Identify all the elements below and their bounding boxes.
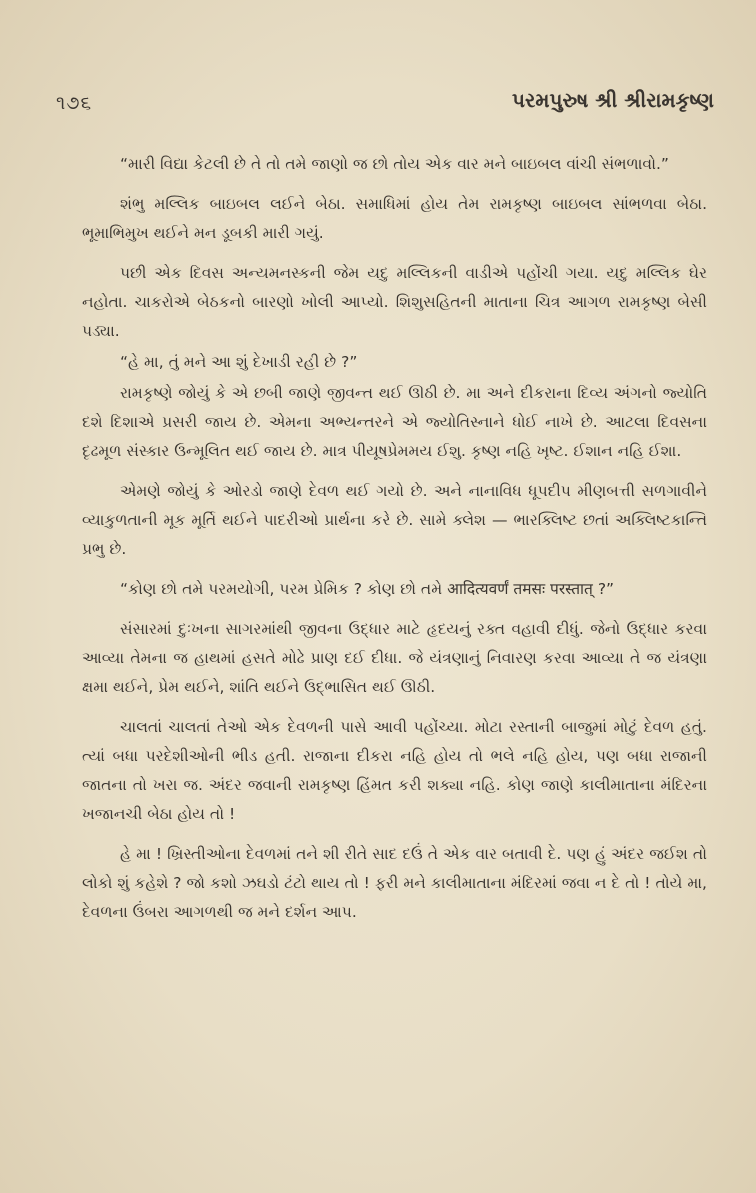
paragraph: “કોણ છો તમે પરમયોગી, પરમ પ્રેમિક ? કોણ છો તમે आदित्यवर्णं तमसः परस्तात् ?”	[120, 580, 615, 598]
paragraph: પછી એક દિવસ અન્યમનસ્કની જેમ યદુ મલ્લિકની વાડીએ પહોંચી ગયા. યદુ મલ્લિક ઘેર નહોતા. ચાકરોએ બેઠકનો બારણો ખોલી આપ્યો. શિશુસહિતની માતાના ચિત્ર આગળ રામકૃષ્ણ બેસી પડ્યા.	[82, 264, 707, 340]
paragraph: શંભુ મલ્લિક બાઇબલ લઈને બેઠા. સમાધિમાં હોય તેમ રામકૃષ્ણ બાઇબલ સાંભળવા બેઠા. ભૂમાભિમુખ થઈને મન ડૂબકી મારી ગયું.	[82, 195, 707, 242]
paragraph: “મારી વિદ્યા કેટલી છે તે તો તમે જાણો જ છો તોય એક વાર મને બાઇબલ વાંચી સંભળાવો.”	[120, 155, 669, 173]
paragraph: “હે મા, તું મને આ શું દેખાડી રહી છે ?”	[120, 353, 358, 371]
running-head: પરમપુરુષ શ્રી શ્રીરામકૃષ્ણ	[512, 88, 714, 112]
paragraph: હે મા ! ખ્રિસ્તીઓના દેવળમાં તને શી રીતે સાદ દઉં તે એક વાર બતાવી દે. પણ હું અંદર જઈશ તો લોકો શું કહેશે ? જો કશો ઝઘડો ટંટો થાય તો ! ફરી મને કાલીમાતાના મંદિરમાં જવા ન દે તો ! તોયે મા, દેવળના ઉંબરા આગળથી જ મને દર્શન આપ.	[82, 845, 707, 921]
paragraph: ચાલતાં ચાલતાં તેઓ એક દેવળની પાસે આવી પહોંચ્યા. મોટા રસ્તાની બાજુમાં મોટું દેવળ હતું. ત્યાં બધા પરદેશીઓની ભીડ હતી. રાજાના દીકરા નહિ હોય તો ભલે નહિ હોય, પણ બધા રાજાની જાતના તો ખરા જ. અંદર જવાની રામકૃષ્ણ હિંમત કરી શક્યા નહિ. કોણ જાણે કાલીમાતાના મંદિરના ખજાનચી બેઠા હોય તો !	[82, 718, 707, 823]
page-number: ૧૭૬	[56, 92, 93, 114]
paragraph: સંસારમાં દુઃખના સાગરમાંથી જીવના ઉદ્ધાર માટે હૃદયનું રક્ત વહાવી દીધું. જેનો ઉદ્ધાર કરવા આવ્યા તેમના જ હાથમાં હસતે મોઢે પ્રાણ દઈ દીધા. જે યંત્રણાનું નિવારણ કરવા આવ્યા તે જ યંત્રણા ક્ષમા થઈને, પ્રેમ થઈને, શાંતિ થઈને ઉદ્ભાસિત થઈ ઊઠી.	[82, 620, 707, 696]
paragraph: એમણે જોયું કે ઓરડો જાણે દેવળ થઈ ગયો છે. અને નાનાવિધ ધૂપદીપ મીણબત્તી સળગાવીને વ્યાકુળતાની મૂક મૂર્તિ થઈને પાદરીઓ પ્રાર્થના કરે છે. સામે ક્લેશ — ભારક્લિષ્ટ છતાં અક્લિષ્ટકાન્તિ પ્રભુ છે.	[82, 482, 707, 558]
paragraph: રામકૃષ્ણે જોયું કે એ છબી જાણે જીવન્ત થઈ ઊઠી છે. મા અને દીકરાના દિવ્ય અંગનો જ્યોતિ દશે દિશાએ પ્રસરી જાય છે. એમના અભ્યન્તરને એ જ્યોતિસ્નાને ધોઈ નાખે છે. આટલા દિવસના દૃઢમૂળ સંસ્કાર ઉન્મૂલિત થઈ જાય છે. માત્ર પીયૂષપ્રેમમય ઈશુ. કૃષ્ણ નહિ ખૃષ્ટ. ઈશાન નહિ ઈશા.	[82, 384, 707, 460]
body-text	[82, 150, 707, 938]
